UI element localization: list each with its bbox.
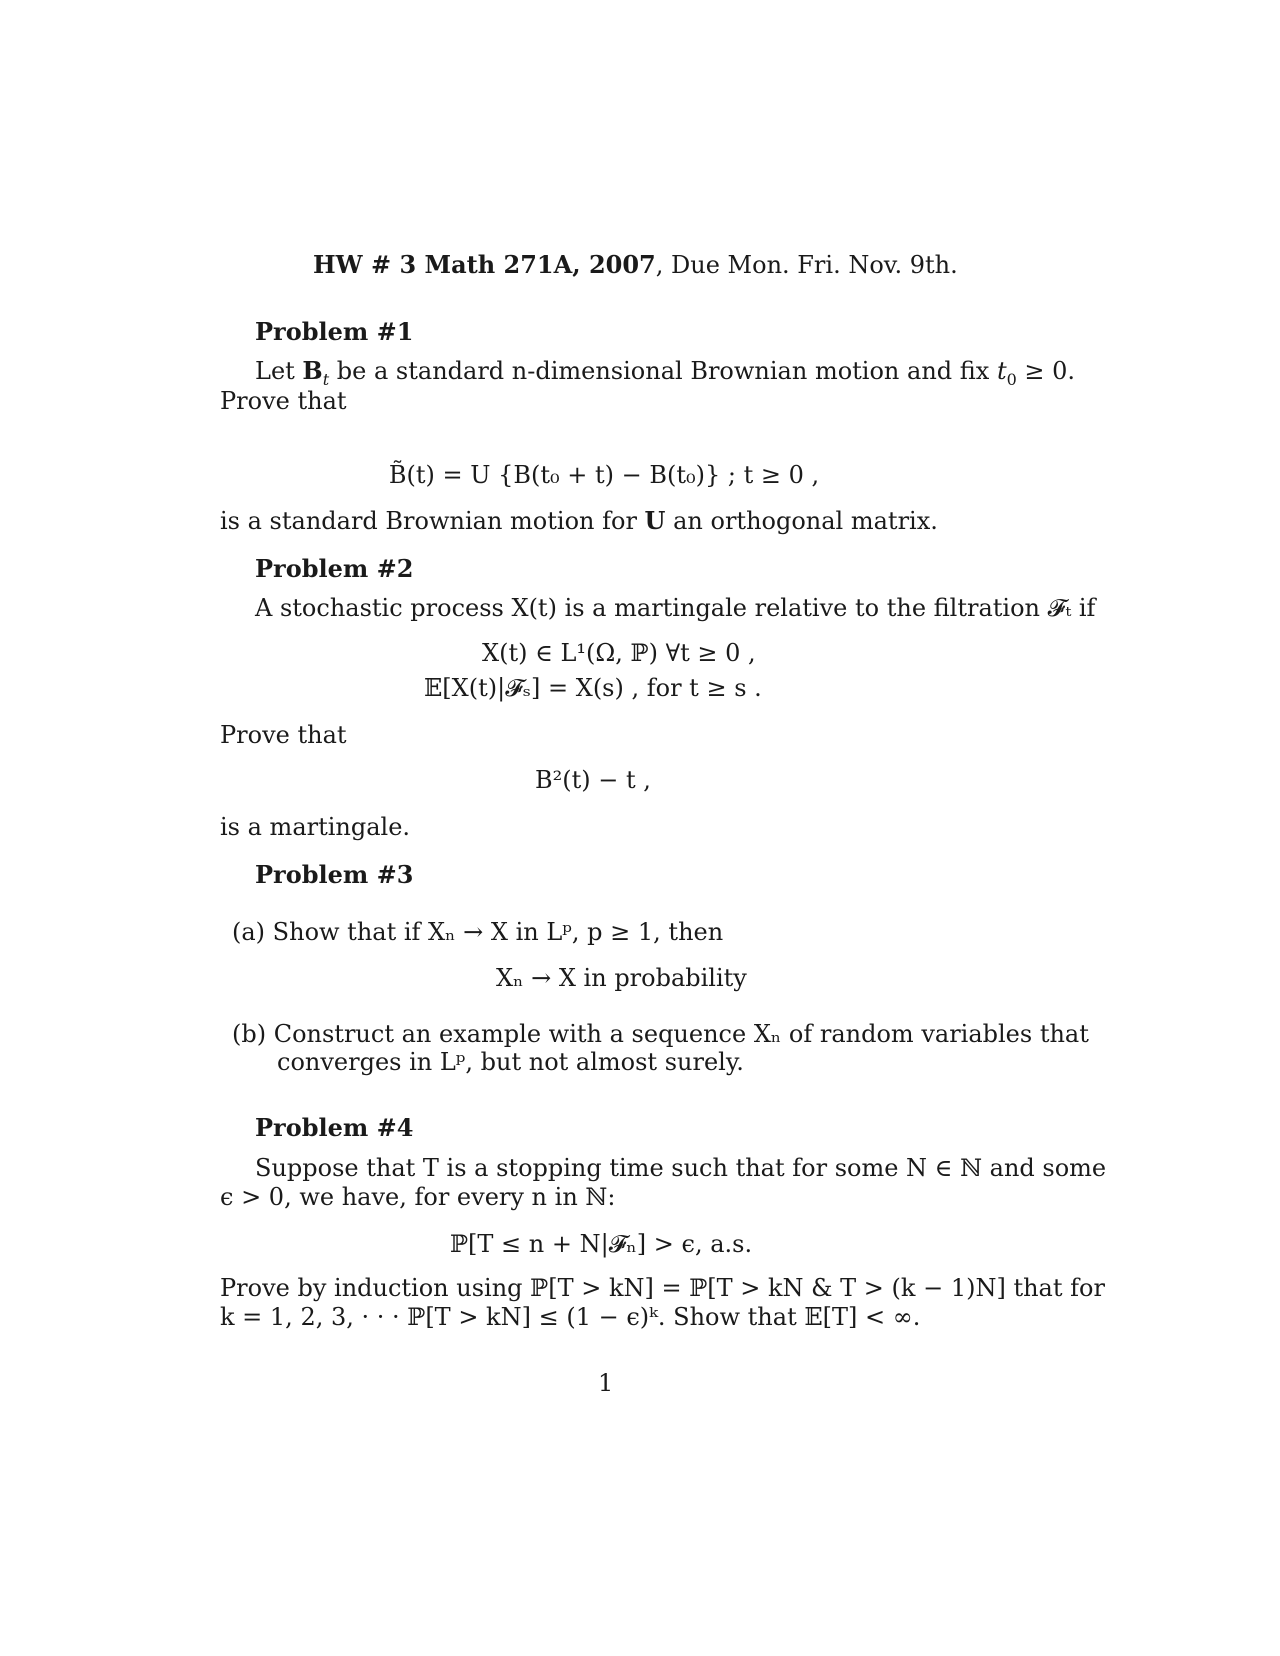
p1-sub-t: t [322, 369, 330, 389]
page-title-rest: , Due Mon. Fri. Nov. 9th. [655, 251, 958, 279]
problem-4-heading: Problem #4 [255, 1113, 414, 1142]
problem-3-part-b-line1: (b) Construct an example with a sequence Xₙ of random variables that [232, 1020, 1089, 1048]
page-number: 1 [598, 1369, 614, 1397]
p1-text-a: Let [255, 357, 303, 385]
problem-2-conclusion: is a martingale. [220, 813, 411, 841]
problem-1-heading: Problem #1 [255, 317, 414, 346]
problem-4-equation: ℙ[T ≤ n + N|𝓕ₙ] > ϵ, a.s. [450, 1230, 753, 1258]
problem-2-eq3: B²(t) − t , [535, 766, 651, 794]
problem-3-part-a-equation: Xₙ → X in probability [496, 964, 747, 992]
problem-4-intro-line1: Suppose that T is a stopping time such that for some N ∈ ℕ and some [255, 1154, 1107, 1182]
p1-conc-c: an orthogonal matrix. [665, 507, 938, 535]
problem-1-conclusion [220, 506, 938, 536]
problem-2-prove: Prove that [220, 721, 347, 749]
p1-t0: t [996, 357, 1007, 385]
page-title [313, 250, 958, 280]
problem-3-part-a: (a) Show that if Xₙ → X in Lᵖ, p ≥ 1, then [232, 918, 724, 946]
problem-2-intro: A stochastic process X(t) is a martingale relative to the filtration 𝓕ₜ if [255, 594, 1096, 622]
problem-2-eq2: 𝔼[X(t)|𝓕ₛ] = X(s) , for t ≥ s . [424, 674, 762, 702]
p1-text-e: ≥ 0. [1016, 357, 1076, 385]
problem-4-final-line1: Prove by induction using ℙ[T > kN] = ℙ[T > kN & T > (k − 1)N] that for [220, 1274, 1105, 1302]
problem-1-intro-line1 [255, 356, 1076, 389]
problem-1-intro-line2: Prove that [220, 387, 347, 415]
p1-text-c: be a standard n-dimensional Brownian motion and fix [329, 357, 997, 385]
problem-4-intro-line2: ϵ > 0, we have, for every n in ℕ: [220, 1183, 616, 1211]
p1-bold-B: B [302, 356, 323, 385]
problem-4-final-line2: k = 1, 2, 3, · · · ℙ[T > kN] ≤ (1 − ϵ)ᵏ. Show that 𝔼[T] < ∞. [220, 1303, 921, 1331]
problem-2-eq1: X(t) ∈ L¹(Ω, ℙ) ∀t ≥ 0 , [482, 639, 756, 667]
problem-3-heading: Problem #3 [255, 860, 414, 889]
problem-1-equation: B̃(t) = U {B(t₀ + t) − B(t₀)} ; t ≥ 0 , [388, 461, 820, 489]
p1-sub-0: 0 [1006, 369, 1017, 389]
page-title-bold: HW # 3 Math 271A, 2007 [313, 250, 656, 279]
problem-3-part-b-line2: converges in Lᵖ, but not almost surely. [277, 1048, 744, 1076]
p1-conc-U: U [644, 506, 666, 535]
problem-2-heading: Problem #2 [255, 554, 414, 583]
p1-conc-a: is a standard Brownian motion for [220, 507, 645, 535]
